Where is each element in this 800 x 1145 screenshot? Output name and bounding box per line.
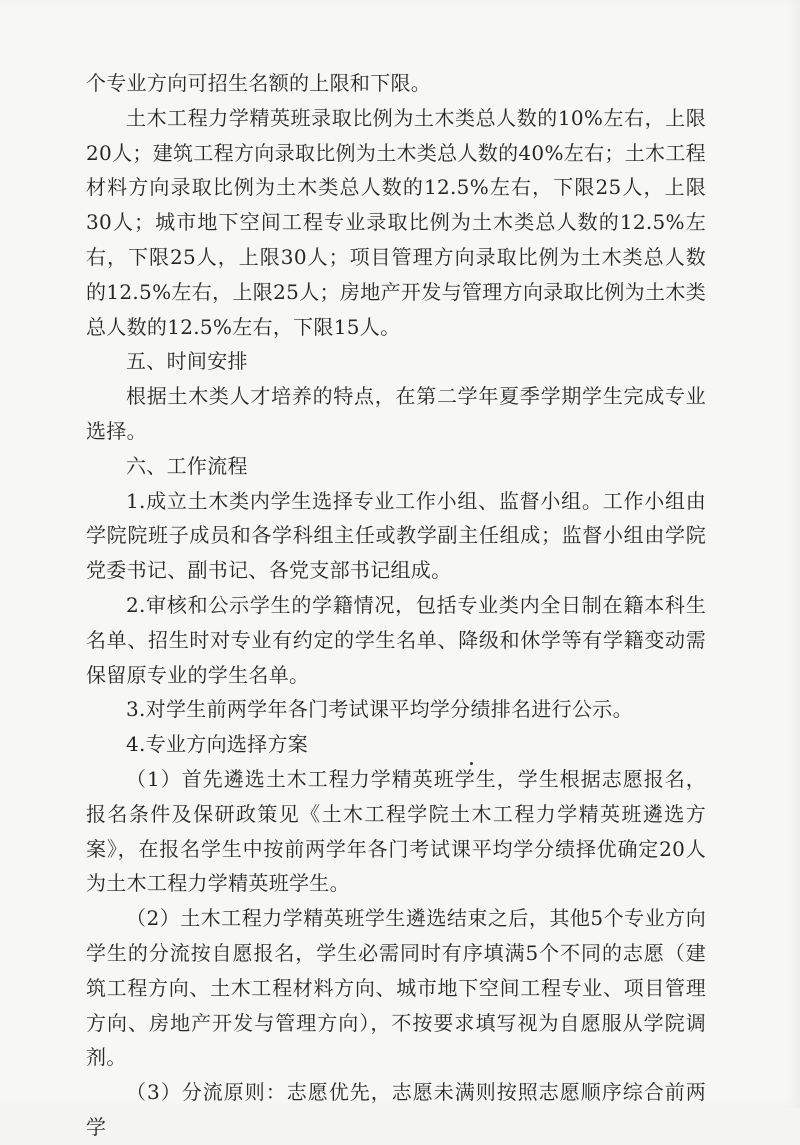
document-body xyxy=(86,66,706,1145)
paragraph-schedule: 根据土木类人才培养的特点，在第二学年夏季学期学生完成专业选择。 xyxy=(86,384,706,443)
selection-plan-item-2: （2）土木工程力学精英班学生遴选结束之后，其他5个专业方向学生的分流按自愿报名，学生必需同时有序填满5个不同的志愿（建筑工程方向、土木工程材料方向、城市地下空间工程专业、项目管理方向、房地产开发与管理方向），不按要求填写视为自愿服从学院调剂。 xyxy=(86,906,706,1070)
workflow-step-2: 2.审核和公示学生的学籍情况，包括专业类内全日制在籍本科生名单、招生时对专业有约定的学生名单、降级和休学等有学籍变动需保留原专业的学生名单。 xyxy=(86,592,706,687)
workflow-step-3: 3.对学生前两学年各门考试课平均学分绩排名进行公示。 xyxy=(126,697,633,722)
paragraph-enrollment-ratios: 土木工程力学精英班录取比例为土木类总人数的10%左右，上限20人；建筑工程方向录取比例为土木类总人数的40%左右；土木工程材料方向录取比例为土木类总人数的12.5%左右，下限25人，上限30人；城市地下空间工程专业录取比例为土木类总人数的12.5%左右，下限25人，上限30人；项目管理方向录取比例为土木类总人数的12.5%左右，上限25人；房地产开发与管理方向录取比例为土木类总人数的12.5%左右，下限15人。 xyxy=(86,105,706,339)
selection-plan-item-3: （3）分流原则：志愿优先，志愿未满则按照志愿顺序综合前两学 xyxy=(86,1080,706,1139)
section-heading-schedule: 五、时间安排 xyxy=(126,349,248,374)
scan-speck xyxy=(470,762,473,765)
section-heading-workflow: 六、工作流程 xyxy=(126,453,248,478)
workflow-step-4-heading: 4.专业方向选择方案 xyxy=(126,732,309,757)
selection-plan-item-1: （1）首先遴选土木工程力学精英班学生，学生根据志愿报名，报名条件及保研政策见《土木工程学院土木工程力学精英班遴选方案》，在报名学生中按前两学年各门考试课平均学分绩择优确定20人为土木工程力学精英班学生。 xyxy=(86,766,706,896)
paragraph-continuation: 个专业方向可招生名额的上限和下限。 xyxy=(86,71,432,95)
workflow-step-1: 1.成立土木类内学生选择专业工作小组、监督小组。工作小组由学院院班子成员和各学科组主任或教学副主任组成；监督小组由学院党委书记、副书记、各党支部书记组成。 xyxy=(86,488,706,583)
